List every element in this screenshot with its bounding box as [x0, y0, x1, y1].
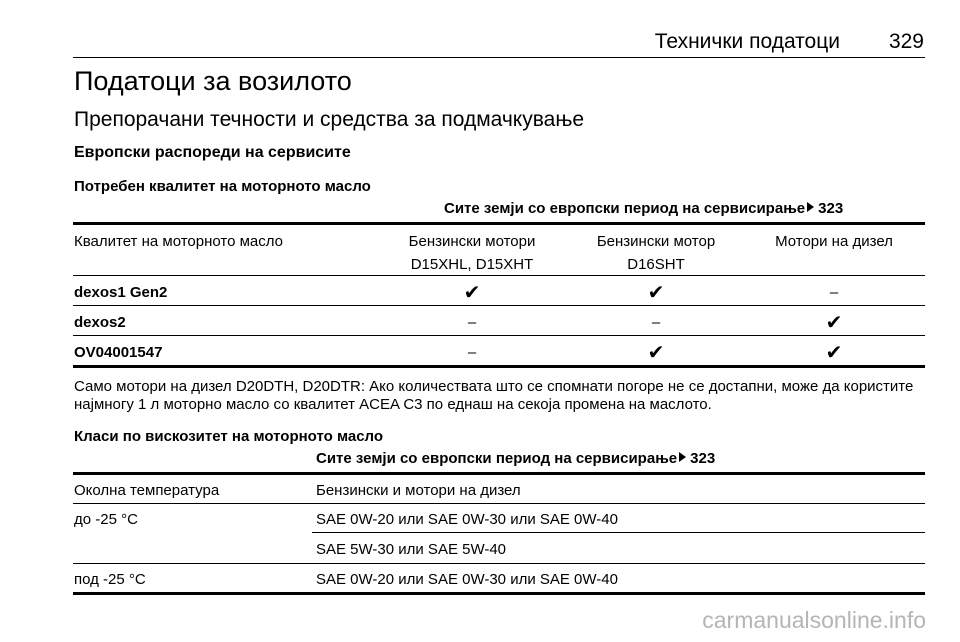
diesel-note-paragraph: Само мотори на дизел D20DTH, D20DTR: Ако количествата што се спомнати погоре не се достапни, може да користите најмногу 1 л моторно масло со квалитет ACEA C3 по еднаш на секоја промена на маслото.	[74, 378, 914, 413]
page-number: 329	[888, 30, 924, 53]
check-icon: ✔	[463, 282, 481, 304]
subsection-heading: Препорачани течности и средства за подмачкување	[74, 108, 585, 131]
viscosity-table-caption: Класи по вискозитет на моторното масло	[74, 428, 384, 445]
table-cell-sae-grade: SAE 0W-20 или SAE 0W-30 или SAE 0W-40	[316, 571, 618, 588]
page-ref-arrow-icon	[807, 202, 814, 212]
running-header-title: Технички податоци	[654, 30, 840, 53]
col-header-petrol-d15: Бензински мотори D15XHL, D15XHT	[408, 233, 536, 273]
table-row-label: OV04001547	[74, 344, 163, 361]
table-cell-temperature: до -25 °C	[74, 511, 138, 528]
table-rule	[312, 532, 925, 533]
table-rule-bottom	[73, 365, 925, 368]
table-cell-temperature: под -25 °C	[74, 571, 146, 588]
table-rule	[73, 563, 925, 564]
table-rule	[73, 503, 925, 504]
page-ref: 323	[818, 200, 844, 217]
check-icon: ✔	[825, 342, 843, 364]
table-rule	[73, 335, 925, 336]
table-rule-top	[73, 472, 925, 475]
table-rule	[73, 275, 925, 276]
col-header-petrol-d16: Бензински мотор D16SHT	[596, 233, 716, 273]
col-header-oil-quality: Квалитет на моторното масло	[74, 233, 284, 250]
check-icon: ✔	[825, 312, 843, 334]
oil-quality-table-subtitle: Сите земји со европски период на сервисирање 323	[444, 200, 844, 217]
dash-mark: –	[651, 314, 661, 331]
table-rule-top	[73, 222, 925, 225]
check-icon: ✔	[647, 282, 665, 304]
table-cell-sae-grade: SAE 5W-30 или SAE 5W-40	[316, 541, 507, 558]
table-rule-bottom	[73, 592, 925, 595]
section-heading: Податоци за возилото	[74, 66, 352, 96]
dash-mark: –	[467, 344, 477, 361]
page-ref-arrow-icon	[679, 452, 686, 462]
sub-subsection-heading: Европски распореди на сервисите	[74, 144, 351, 161]
table-rule	[73, 305, 925, 306]
page-ref: 323	[690, 450, 716, 467]
table-cell-sae-grade: SAE 0W-20 или SAE 0W-30 или SAE 0W-40	[316, 511, 618, 528]
dash-mark: –	[467, 314, 477, 331]
oil-quality-table-caption: Потребен квалитет на моторното масло	[74, 178, 371, 195]
col-header-diesel: Мотори на дизел	[775, 233, 893, 250]
header-rule	[73, 57, 925, 58]
col-header-ambient-temperature: Околна температура	[74, 482, 220, 499]
watermark: carmanualsonline.info	[702, 607, 926, 633]
viscosity-table-subtitle: Сите земји со европски период на сервисирање 323	[316, 450, 716, 467]
dash-mark: –	[829, 284, 839, 301]
table-row-label: dexos2	[74, 314, 126, 331]
col-header-petrol-diesel: Бензински и мотори на дизел	[316, 482, 521, 499]
check-icon: ✔	[647, 342, 665, 364]
table-row-label: dexos1 Gen2	[74, 284, 168, 301]
